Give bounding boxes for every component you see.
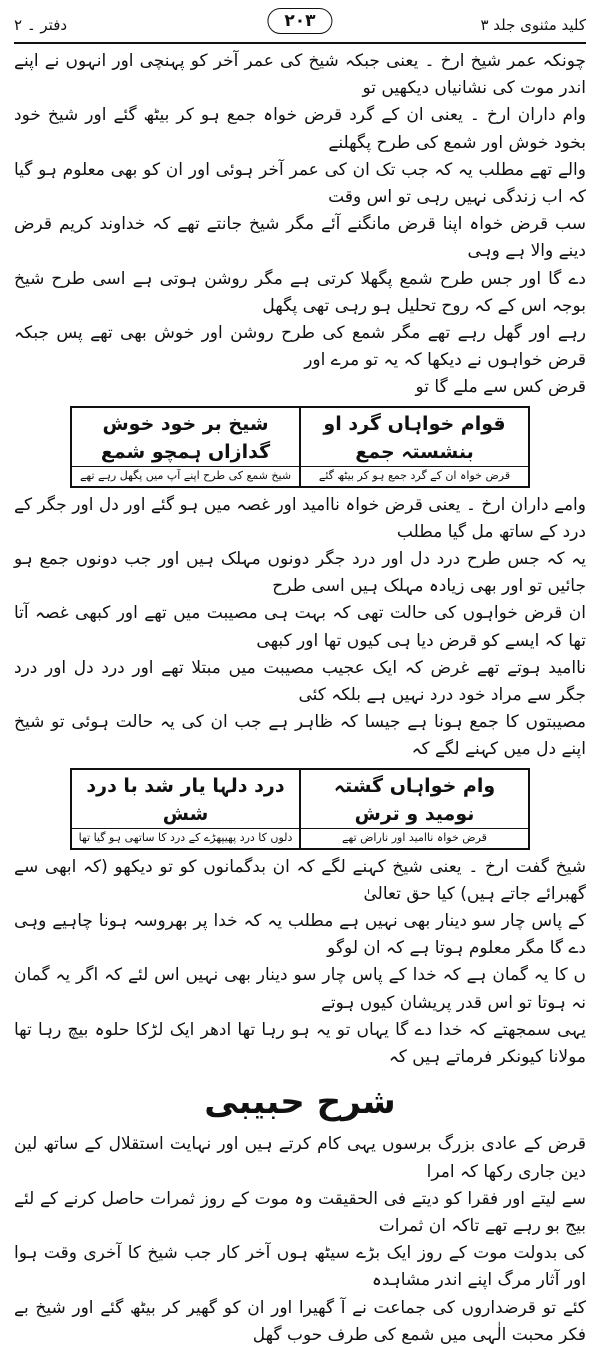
- text-line: سے لیتے اور فقرا کو دیتے فی الحقیقت وہ موت کے روز ثمرات حاصل کرنے کے لئے بیج بو رہے تھے تاکہ ان ثمرات: [14, 1188, 586, 1236]
- paragraph-2: [14, 492, 586, 764]
- verse-gloss: شیخ شمع کی طرح اپنے آپ میں پگھل رہے تھے: [72, 466, 299, 484]
- paragraph-3: [14, 854, 586, 1072]
- text-line: قرض کے عادی بزرگ برسوں یہی کام کرتے ہیں اور نہایت استقلال کے ساتھ لین دین جاری رکھا کہ امرا: [14, 1134, 586, 1182]
- paragraph-1: [14, 48, 586, 402]
- section-heading: شرح حبیبی: [204, 1082, 396, 1123]
- text-line: کی بدولت موت کے روز ایک بڑے سیٹھ ہوں آخر کار جب شیخ کا آخری وقت ہوا اور آثار مرگ اپنے اندر مشاہدہ: [14, 1243, 586, 1291]
- book-page: [14, 8, 586, 1345]
- verse-box-1: [70, 406, 530, 488]
- verse-line: شیخ بر خود خوش گدازاں ہمچو شمع: [100, 412, 271, 463]
- text-line: وام داران ارخ ۔ یعنی ان کے گرد قرض خواہ جمع ہو کر بیٹھ گئے اور شیخ خود بخود خوش اور شمع کی طرح پگھلنے: [14, 105, 586, 153]
- text-line: ان قرض خواہوں کی حالت تھی کہ بہت ہی مصیبت میں تھے اور کبھی غصہ آتا تھا کہ ایسے کو قرض دیا ہی کیوں تھا اور کبھی: [14, 603, 586, 651]
- text-line: یہ کہ جس طرح درد دل اور درد جگر دونوں مہلک ہیں اور جب دونوں جمع ہو جائیں تو اور بھی زیادہ مہلک ہیں اسی طرح: [14, 549, 586, 597]
- text-line: والے تھے مطلب یہ کہ جب تک ان کی عمر آخر ہوئی اور ان کو بھی معلوم ہو گیا کہ اب زندگی نہیں رہی تو اس وقت: [14, 159, 586, 208]
- verse-box-2: [70, 768, 530, 850]
- verse-left-half: [72, 770, 301, 848]
- text-line: یہی سمجھتے کہ خدا دے گا یہاں تو یہ ہو رہا تھا ادھر ایک لڑکا حلوہ بیچ رہا تھا مولانا کیونکر فرماتے ہیں کہ: [14, 1019, 586, 1068]
- page-header: [14, 8, 586, 44]
- verse-gloss: قرض خواہ ناامید اور ناراض تھے: [301, 828, 528, 846]
- text-line: ں کا یہ گمان ہے کہ خدا کے پاس چار سو دینار بھی نہیں اس لئے کہ اگر یہ گمان نہ ہوتا تو اس قدر پریشان کیوں ہوتے: [14, 965, 586, 1013]
- verse-right-half: [301, 770, 528, 848]
- paragraph-4: [14, 1131, 586, 1349]
- daftar-label: دفتر ۔ ۲: [14, 16, 68, 34]
- verse-right-half: [301, 408, 528, 486]
- text-line: قرض کس سے ملے گا تو: [415, 377, 586, 398]
- text-line: دے گا اور جس طرح شمع پگھلا کرتی ہے مگر روشن ہوتی ہے اسی طرح شیخ بوجہ اس کے کہ روح تحلیل ہو رہی تھی پگھل: [14, 268, 586, 316]
- page-number: ۲۰۳: [267, 8, 332, 34]
- verse-line: قوام خواہاں گرد او بنشستہ جمع: [323, 412, 506, 463]
- text-line: سب قرض خواہ اپنا قرض مانگنے آئے مگر شیخ جانتے تھے کہ خداوند کریم قرض دینے والا ہے وہی: [14, 214, 586, 262]
- verse-line: درد دلہا یار شد با درد شش: [86, 774, 285, 825]
- verse-gloss: دلوں کا درد پھیپھڑے کے درد کا ساتھی ہو گیا تھا: [72, 828, 299, 846]
- text-line: شیخ گفت ارخ ۔ یعنی شیخ کہنے لگے کہ ان بدگمانوں کو تو دیکھو (کہ ابھی سے گھبرائے جاتے ہیں) کیا حق تعالیٰ: [14, 856, 586, 904]
- verse-left-half: [72, 408, 301, 486]
- text-line: وامے داران ارخ ۔ یعنی قرض خواہ ناامید اور غصہ میں ہو گئے اور دل اور جگر کے درد کے ساتھ مل گیا مطلب: [14, 494, 586, 542]
- book-title: کلید مثنوی جلد ۳: [480, 16, 586, 34]
- verse-line: وام خواہاں گشتہ نومید و ترش: [333, 774, 496, 825]
- text-line: مصیبتوں کا جمع ہونا ہے جیسا کہ ظاہر ہے جب ان کی یہ حالت ہوئی تو شیخ اپنے دل میں کہنے لگے کہ: [14, 712, 586, 760]
- verse-gloss: قرض خواہ ان کے گرد جمع ہو کر بیٹھ گئے: [301, 466, 528, 484]
- text-line: چونکہ عمر شیخ ارخ ۔ یعنی جبکہ شیخ کی عمر آخر کو پہنچی اور انہوں نے اپنے اندر موت کی نشانیاں دیکھیں تو: [14, 51, 586, 99]
- text-line: ناامید ہوتے تھے غرض کہ ایک عجیب مصیبت میں مبتلا تھے اور درد دل اور درد جگر سے مراد خود درد نہیں ہے بلکہ کئی: [14, 657, 586, 706]
- text-line: رہے اور گھل رہے تھے مگر شمع کی طرح روشن اور خوش بھی تھے پس جبکہ قرض خواہوں نے دیکھا کہ یہ تو مرے اور: [14, 323, 586, 371]
- text-line: کے پاس چار سو دینار بھی نہیں ہے مطلب یہ کہ خدا پر بھروسہ ہونا چاہیے وہی دے گا مگر معلوم ہوتا ہے کہ ان لوگو: [14, 911, 586, 959]
- text-line: کئے تو قرضداروں کی جماعت نے آ گھیرا اور ان کو گھیر کر بیٹھ گئے اور شیخ بے فکر محبت الٰہی میں شمع کی طرف حوب گھل: [14, 1297, 586, 1345]
